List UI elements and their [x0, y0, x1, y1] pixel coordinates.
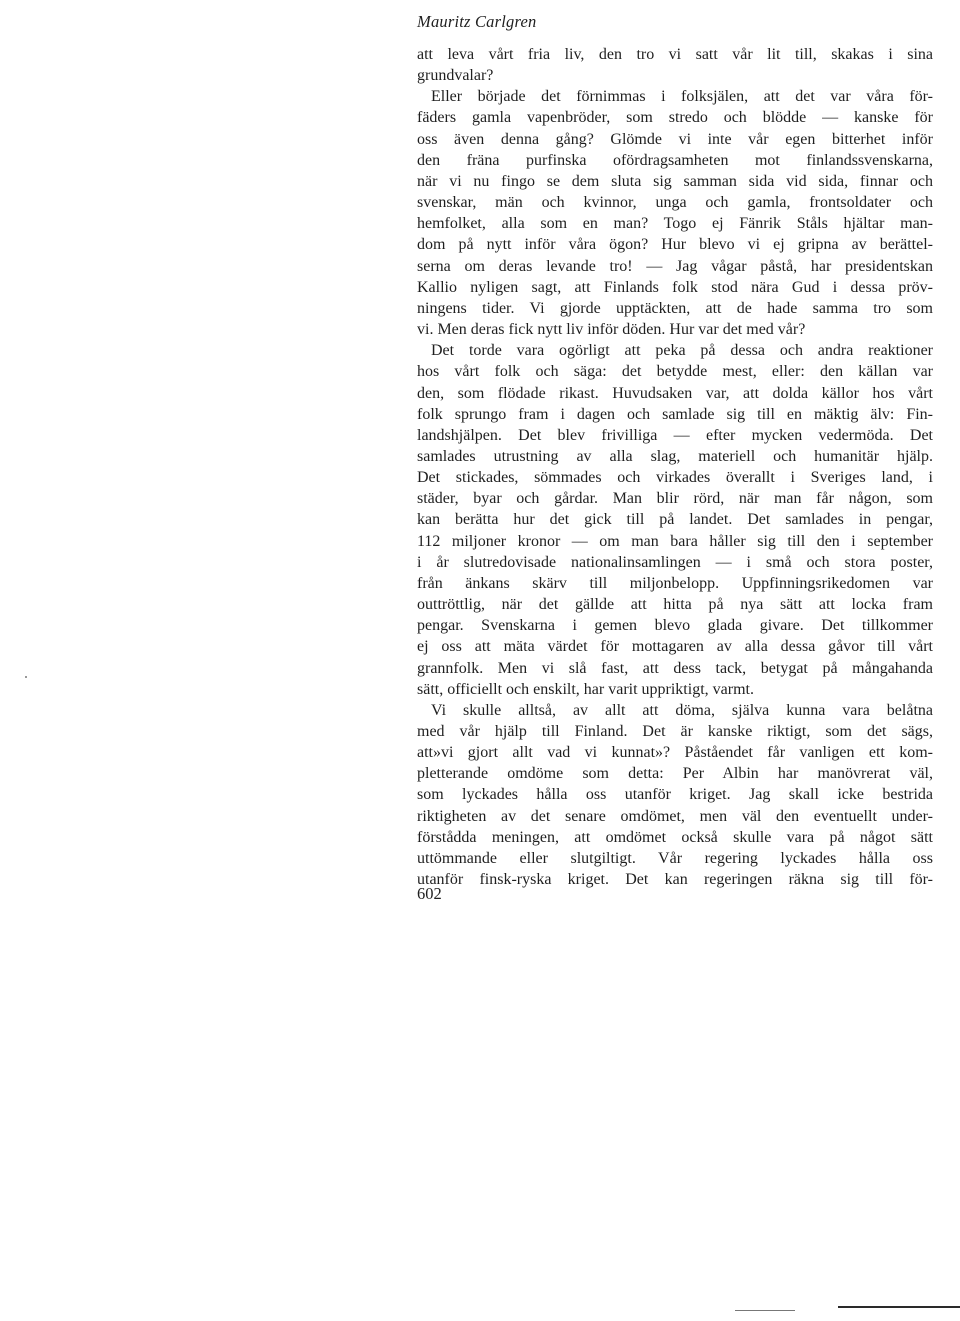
text-line: vi. Men deras fick nytt liv inför döden. Hur var det med vår? [417, 321, 806, 339]
text-line: Eller började det förnimmas i folksjälen, att det var våra för- [431, 88, 933, 106]
scan-artifact-line [838, 1306, 960, 1308]
text-line: grannfolk. Men vi slå fast, att dess tack, betygat på mångahanda [417, 659, 933, 677]
text-line: folk sprungo fram i dagen och samlade sig till en mäktig älv: Fin- [417, 405, 933, 423]
text-line: att»vi gjort allt vad vi kunnat»? Påståendet får vanligen ett kom- [417, 744, 933, 762]
text-line: uttömmande eller slutgiltigt. Vår regering lyckades hålla oss [417, 849, 933, 867]
text-line: med vår hjälp till Finland. Det är kanske riktigt, som det sägs, [417, 723, 933, 740]
text-line: pengar. Svenskarna i gemen blevo glada givare. Det tillkommer [417, 617, 933, 635]
text-line: förstådda meningen, att omdömet också skulle vara på något sätt [417, 828, 933, 846]
text-line: som lyckades hålla oss utanför kriget. Jag skall icke bestrida [417, 786, 933, 804]
text-line: outtröttlig, när det gällde att hitta på nya sätt att locka fram [417, 596, 933, 614]
text-line: landshjälpen. Det blev frivilliga — efter mycken vedermöda. Det [417, 426, 933, 444]
text-line: Kallio nyligen sagt, att Finlands folk stod nära Gud i dessa pröv- [417, 278, 933, 296]
text-line: 112 miljoner kronor — om man bara håller sig till den i september [417, 532, 933, 550]
text-line: att leva vårt fria liv, den tro vi satt vår lit till, skakas i sina [417, 46, 933, 63]
text-line: dom på nytt inför våra ögon? Hur blevo vi ej gripna av berättel- [417, 236, 933, 254]
text-line: fäders gamla vapenbröder, som stredo och blödde — kanske för [417, 109, 933, 127]
text-line: pletterande omdöme som detta: Per Albin har manövrerat väl, [417, 765, 933, 783]
text-line: Det stickades, sömmades och virkades överallt i Sveriges land, i [417, 469, 933, 487]
text-line: kan berätta hur det gick till på landet. Det samlades in pengar, [417, 511, 933, 529]
text-line: Vi skulle alltså, av allt att döma, själva kunna vara belåtna [431, 701, 933, 719]
text-line: oss även denna gång? Glömde vi inte vår egen bitterhet inför [417, 130, 933, 148]
text-line: sätt, officiellt och enskilt, har varit uppriktigt, varmt. [417, 680, 754, 698]
text-line: i år slutredovisade nationalinsamlingen — i små och stora poster, [417, 553, 933, 571]
page-number: 602 [417, 884, 442, 903]
text-line: från änkans skärv till miljonbelopp. Uppfinningsrikedomen var [417, 574, 933, 592]
text-line: grundvalar? [417, 67, 494, 85]
scan-artifact-dash [735, 1310, 795, 1311]
text-line: den fräna purfinska ofördragsamheten mot finlandssvenskarna, [417, 151, 933, 169]
text-line: ningens tider. Vi gjorde upptäckten, att de hade samma tro som [417, 299, 933, 317]
text-line: den, som flödade rikast. Huvudsaken var, att dolda källor hos vårt [417, 384, 933, 402]
text-line: Det torde vara ogörligt att peka på dessa och andra reaktioner [431, 342, 933, 360]
text-line: städer, byar och gårdar. Man blir rörd, när man får någon, som [417, 490, 933, 508]
scan-artifact-speck [25, 676, 27, 678]
body-text [417, 44, 933, 890]
text-line: serna om deras levande tro! — Jag vågar påstå, har presidentskan [417, 257, 933, 275]
text-line: hemfolket, alla som en man? Togo ej Fänrik Ståls hjältar man- [417, 215, 933, 233]
text-line: hos vårt folk och säga: det betydde mest, eller: den källan var [417, 363, 933, 381]
text-line: när vi nu fingo se dem sluta sig samman sida vid sida, finnar och [417, 172, 933, 190]
running-head-author: Mauritz Carlgren [417, 12, 537, 31]
text-line: samlades utrustning av alla slag, materiell och humanitär hjälp. [417, 447, 933, 465]
text-line: utanför finsk-ryska kriget. Det kan regeringen räkna sig till för- [417, 871, 933, 889]
text-line: svenskar, män och kvinnor, unga och gamla, frontsoldater och [417, 194, 933, 212]
text-line: riktigheten av det senare omdömet, men väl den eventuellt under- [417, 807, 933, 825]
text-line: ej oss att mäta värdet för mottagaren av alla dessa gåvor till vårt [417, 638, 933, 656]
